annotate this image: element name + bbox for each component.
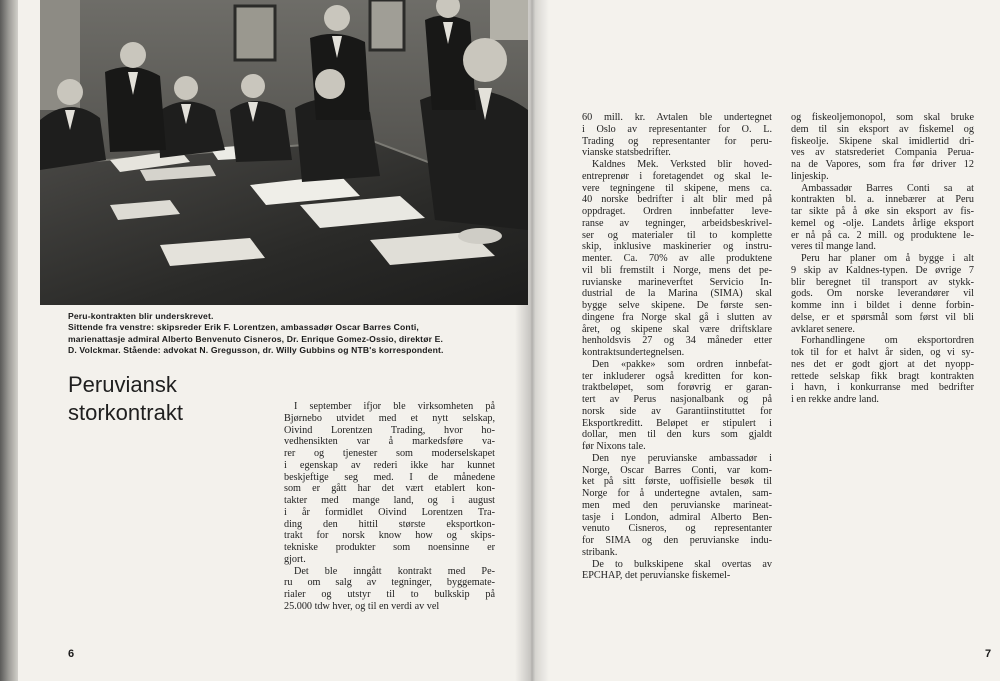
text-line: rialer og utstyr til to bulkskip på — [284, 589, 495, 600]
article-title — [68, 371, 248, 427]
text-line: gods. Om norske leverandører vil — [791, 288, 974, 300]
text-line: trakt for norsk know how og skips- — [284, 530, 495, 542]
text-line: vianske statsbedrifter. — [582, 147, 671, 159]
text-line: nes det er godt gjort at det nyopp- — [791, 358, 974, 370]
text-line: er nå på ca. 2 mill. og produktene le- — [791, 229, 974, 241]
text-line: ser og materialer til to komplette — [582, 229, 772, 241]
text-line: na de Vapores, som fra før driver 12 — [791, 159, 974, 170]
text-line: takter med mange land, og i august — [284, 495, 495, 506]
text-line: dingene fra Norge skal gå i slutten av — [582, 311, 772, 323]
text-line: Trading og representanter for peru- — [582, 135, 772, 147]
text-line: men med den peruvianske marineat- — [582, 499, 772, 511]
text-line: rer og tjenester som moderselskapet — [284, 448, 495, 459]
text-line: i Oslo av representanter for O. L. — [582, 123, 772, 135]
text-line: ranse av tegninger, arbeidsbeskrivel- — [582, 217, 772, 229]
title-line: storkontrakt — [68, 400, 183, 425]
text-line: 9 skip av Kaldnes-typen. De øvrige 7 — [791, 264, 974, 276]
text-line: i år formidlet Oivind Lorentzen Tra- — [284, 506, 495, 518]
text-line: gjort. — [284, 553, 306, 565]
text-line: Norge, Oscar Barres Conti, var kom- — [582, 464, 772, 476]
caption-line: Peru-kontrakten blir underskrevet. — [68, 311, 214, 321]
text-line: tert av Perus nasjonalbank og på — [582, 394, 772, 405]
text-line: skip, inklusive maskinerier og instru- — [582, 241, 772, 253]
text-line: ter inkluderer også kreditten for kon- — [582, 370, 772, 382]
text-line: dollar, men til den kurs som gjaldt — [582, 429, 772, 441]
text-line: ves av statsrederiet Compania Perua- — [791, 147, 974, 159]
text-line: stribank. — [582, 546, 618, 558]
article-column-1 — [284, 401, 495, 613]
text-line: blir beregnet til transport av stykk- — [791, 276, 974, 288]
text-line: veres til mange land. — [791, 241, 876, 253]
text-line: beskjeftige seg med. I de månedene — [284, 471, 495, 483]
text-line: bygge selve skipene. De første sen- — [582, 300, 772, 311]
text-line: komme inn i bildet i denne forbin- — [791, 300, 974, 311]
text-line: delse, er et spørsmål som først vil bli — [791, 311, 974, 323]
text-line: henholdsvis 27 og 34 måneder etter — [582, 335, 772, 347]
text-line: tok til for et halvt år siden, og vi sy- — [791, 347, 974, 358]
text-line: året, og skipene skal være driftsklare — [582, 323, 772, 335]
text-line: vedhensikten var å markedsføre va- — [284, 436, 495, 448]
page-number-left: 6 — [68, 648, 75, 660]
page-number-right: 7 — [985, 648, 992, 660]
text-line: Bjørnebo utvidet med et nytt selskap, — [284, 412, 495, 424]
text-line: Eksportkreditt. Beløpet er stipulert i — [582, 417, 772, 429]
text-line: entreprenør i foretagendet og skal le- — [582, 170, 772, 182]
text-line: som er gått har det vært etablert kon- — [284, 483, 495, 495]
text-line: Norge for å undertegne avtalen, sam- — [582, 488, 772, 499]
text-line: venuto Cisneros, og representanter — [582, 523, 772, 535]
text-line: dustrial de la Marina (SIMA) skal — [582, 288, 772, 300]
text-line: menter. Ca. 70% av alle produktene — [582, 253, 772, 264]
text-line: oppdraget. Ordren innbefatter leve- — [582, 206, 772, 217]
article-column-2 — [582, 112, 772, 582]
caption-line: D. Volckmar. Stående: advokat N. Gregusson, dr. Willy Gubbins og NTB's korrespondent. — [68, 344, 444, 355]
text-line: EPCHAP, det peruvianske fiskemel- — [582, 570, 731, 582]
text-line: 40 norske bedrifter i alt blir med på — [582, 194, 772, 206]
text-line: tar sikte på å øke sin eksport av fis- — [791, 206, 974, 217]
caption-line: Sittende fra venstre: skipsreder Erik F. Lorentzen, ambassadør Oscar Barres Conti, — [68, 322, 419, 333]
text-line: i havn, i konkurranse med bedrifter — [791, 382, 974, 394]
text-line: I september ifjor ble virksomheten på — [294, 401, 495, 412]
text-line: før Nixons tale. — [582, 441, 646, 452]
text-line: vere tegningene til skipene, mens ca. — [582, 182, 772, 194]
text-line: fiskeolje. Skipene skal imidlertid dri- — [791, 135, 974, 147]
text-line: for SIMA og den peruvianske indu- — [582, 535, 772, 546]
text-line: kemel og -olje. Landets årlige eksport — [791, 217, 974, 229]
text-line: tekniske produkter som noensinne er — [284, 542, 495, 553]
text-line: Peru har planer om å bygge i alt — [801, 253, 974, 264]
text-line: Kaldnes Mek. Verksted blir hoved- — [592, 159, 772, 170]
text-line: Den nye peruvianske ambassadør i — [592, 452, 772, 464]
text-line: Oivind Lorentzen Trading, hvor ho- — [284, 424, 495, 436]
text-line: i en rekke andre land. — [791, 394, 879, 405]
text-line: 60 mill. kr. Avtalen ble undertegnet — [582, 112, 772, 123]
text-line: avklaret senere. — [791, 323, 855, 335]
text-line: Det ble inngått kontrakt med Pe- — [294, 565, 495, 577]
text-line: ru om salg av tegninger, byggemate- — [284, 577, 495, 589]
text-line: i egenskap av rederi ikke har kunnet — [284, 459, 495, 471]
text-line: Forhandlingene om eksportordren — [801, 335, 974, 347]
title-line: Peruviansk — [68, 372, 177, 397]
text-line: vil bli fremstilt i Norge, mens det pe- — [582, 264, 772, 276]
text-line: kontraktsundertegnelsen. — [582, 347, 685, 358]
text-line: kontrakten bl. a. innebærer at Peru — [791, 194, 974, 206]
text-line: norsk side av Garantiinstituttet for — [582, 405, 772, 417]
text-line: ket på sitt første, uoffisielle besøk til — [582, 476, 772, 488]
caption-line: marienattasje admiral Alberto Benvenuto Cisneros, Dr. Enrique Gomez-Ossio, direktør E. — [68, 333, 444, 344]
text-line: rettede selskap fikk bragt kontrakten — [791, 370, 974, 382]
text-line: linjeskip. — [791, 170, 829, 182]
article-column-3 — [791, 112, 974, 406]
text-line: Den «pakke» som ordren innbefat- — [592, 358, 772, 370]
contract-signing-photo — [40, 0, 528, 305]
text-line: og fiskeoljemonopol, som skal bruke — [791, 112, 974, 123]
text-line: Ambassadør Barres Conti sa at — [801, 182, 974, 194]
text-line: 25.000 tdw hver, og til en verdi av vel — [284, 600, 440, 612]
photo-caption — [68, 311, 520, 356]
text-line: De to bulkskipene skal overtas av — [592, 558, 772, 570]
text-line: ding den hittil største eksportkon- — [284, 518, 495, 530]
text-line: traktbeløpet, som forøvrig er garan- — [582, 382, 772, 394]
text-line: dem til sin eksport av fiskemel og — [791, 123, 974, 135]
text-line: ruvianske marineverftet Servicio In- — [582, 276, 772, 288]
text-line: tasje i London, admiral Alberto Ben- — [582, 511, 772, 523]
